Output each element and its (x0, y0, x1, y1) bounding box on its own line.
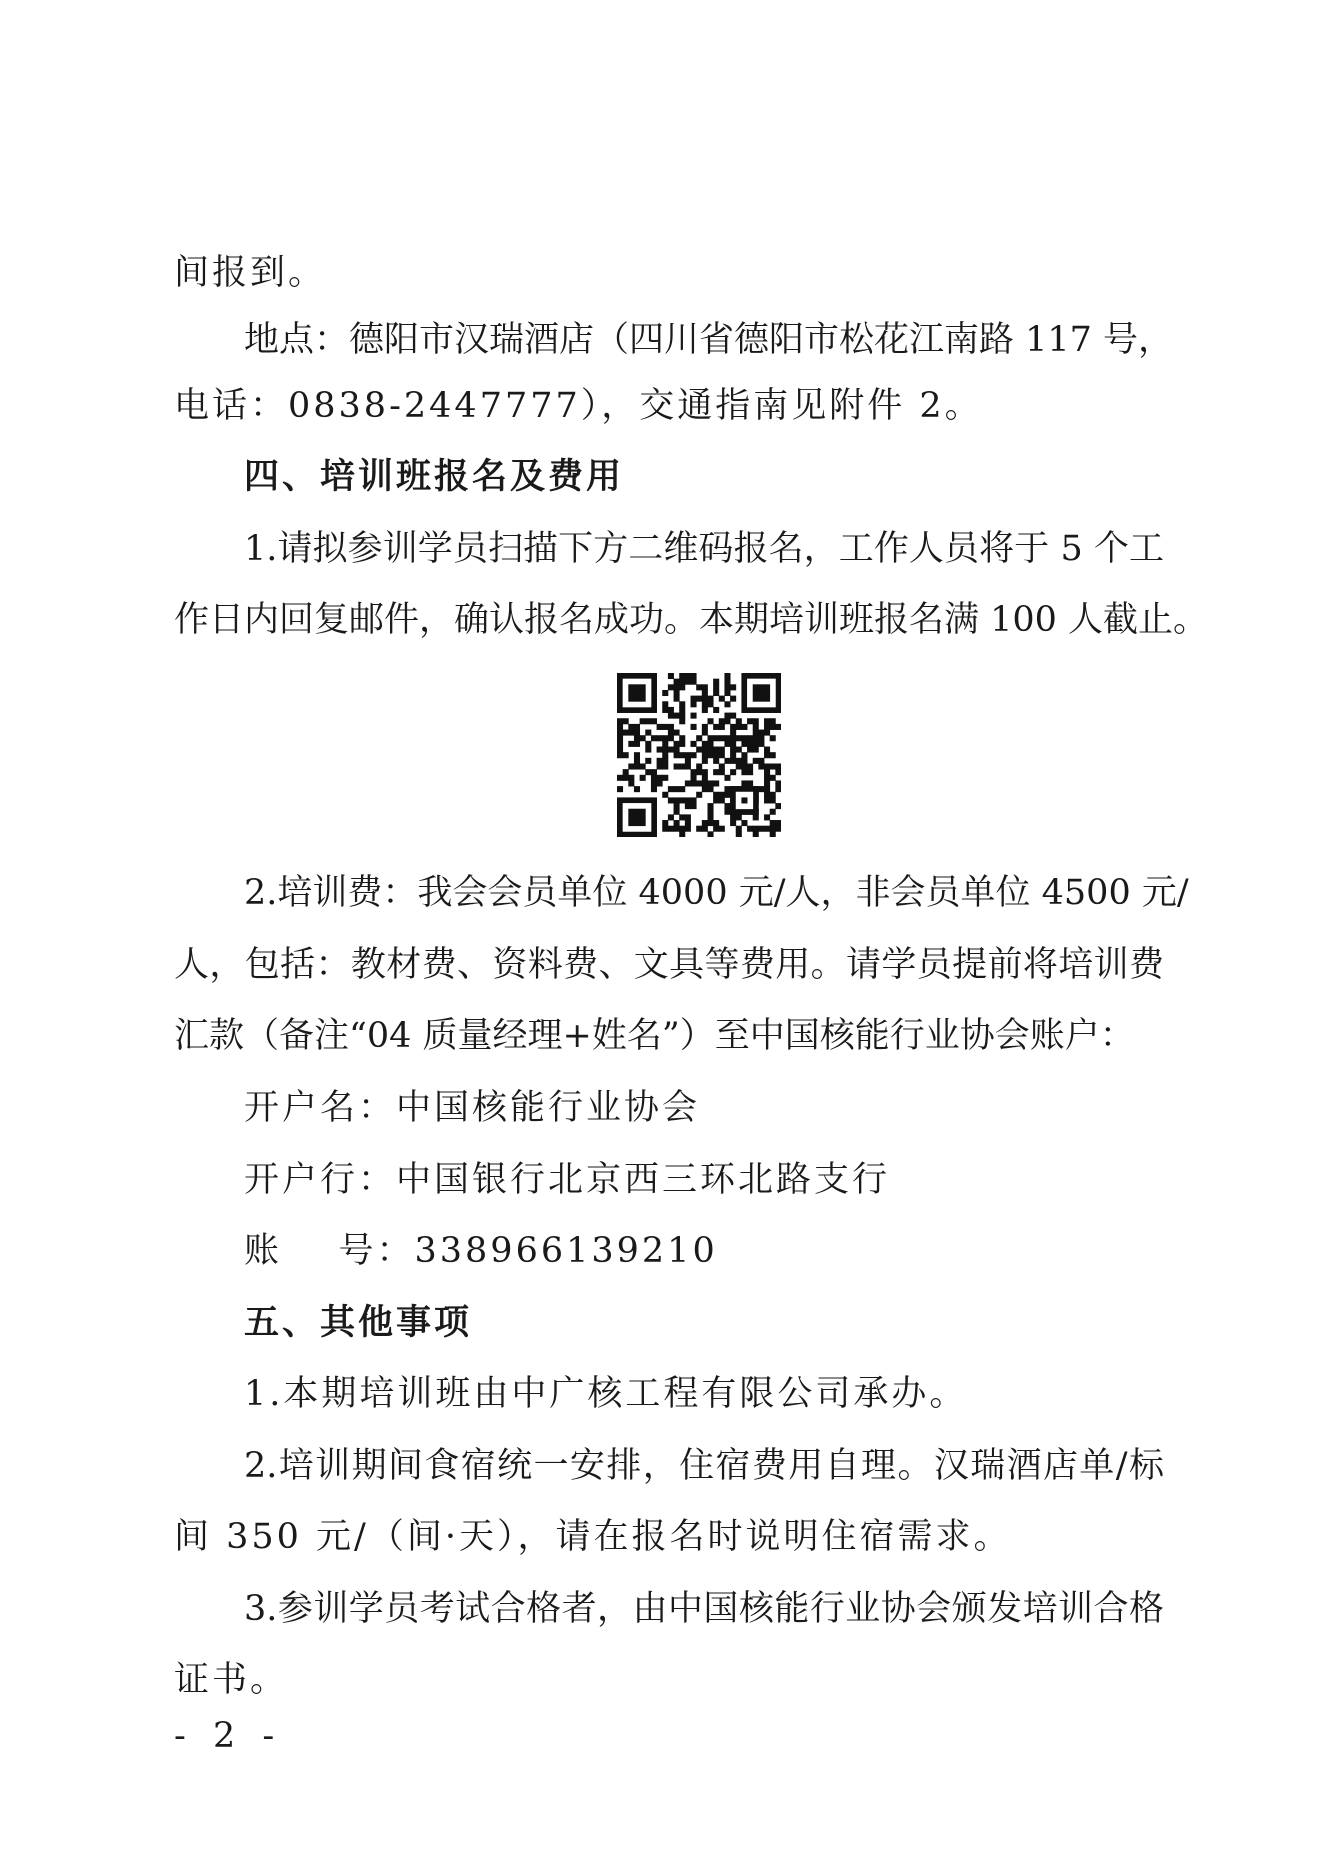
text-line: 2.培训费：我会会员单位 4000 元/人，非会员单位 4500 元/ (244, 873, 1189, 913)
text-line: 2.培训期间食宿统一安排，住宿费用自理。汉瑞酒店单/标 (244, 1446, 1164, 1486)
text-line: 作日内回复邮件，确认报名成功。本期培训班报名满 100 人截止。 (174, 600, 1209, 640)
text-line: 间 350 元/（间·天），请在报名时说明住宿需求。 (174, 1517, 1012, 1557)
text-line: 电话：0838-2447777），交通指南见附件 2。 (174, 386, 983, 426)
section-heading: 五、其他事项 (244, 1303, 473, 1343)
text-line: 3.参训学员考试合格者，由中国核能行业协会颁发培训合格 (244, 1589, 1164, 1629)
text-line: 人，包括：教材费、资料费、文具等费用。请学员提前将培训费 (174, 945, 1164, 985)
section-heading: 四、培训班报名及费用 (244, 457, 625, 497)
text-line: 1.请拟参训学员扫描下方二维码报名，工作人员将于 5 个工 (244, 529, 1164, 569)
text-line: 汇款（备注“04 质量经理+姓名”）至中国核能行业协会账户： (174, 1016, 1135, 1056)
text-line: 开户行：中国银行北京西三环北路支行 (244, 1160, 891, 1200)
text-line: 1.本期培训班由中广核工程有限公司承办。 (244, 1374, 968, 1414)
page-number: - 2 - (174, 1716, 283, 1756)
text-line: 账 号：338966139210 (244, 1231, 718, 1271)
text-line: 开户名：中国核能行业协会 (244, 1088, 701, 1128)
text-line: 证书。 (174, 1660, 289, 1700)
text-line: 间报到。 (174, 253, 327, 293)
text-line: 地点：德阳市汉瑞酒店（四川省德阳市松花江南路 117 号， (244, 320, 1174, 360)
qr-code-icon[interactable] (617, 673, 781, 837)
